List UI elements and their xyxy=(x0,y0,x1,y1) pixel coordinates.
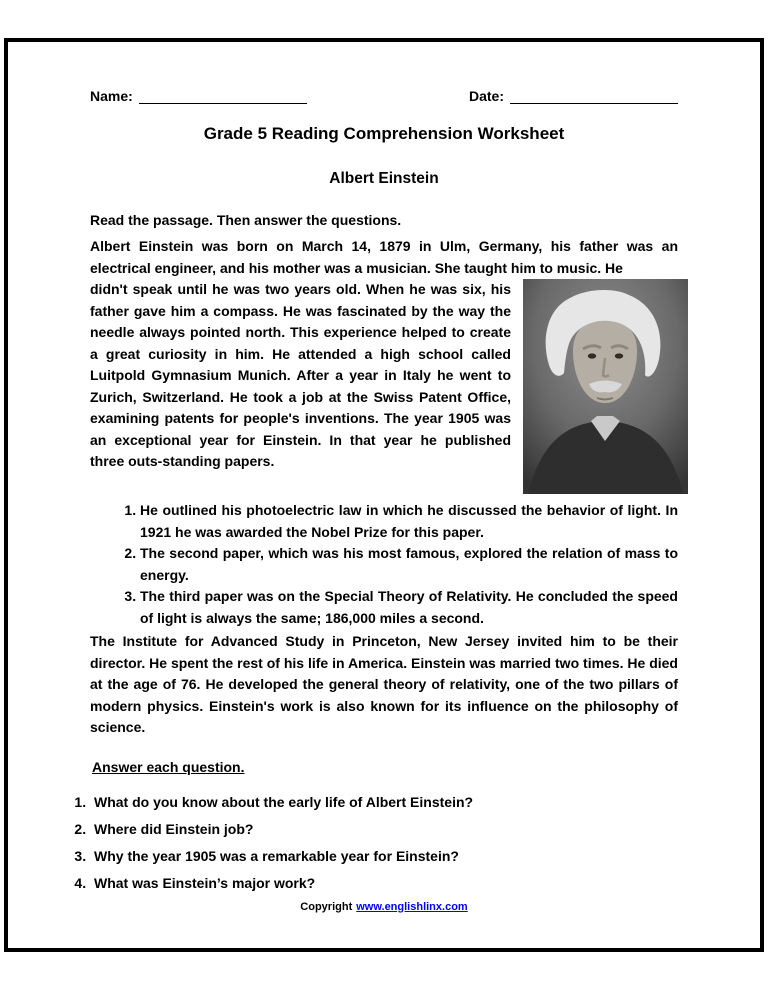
passage-paragraph-1: Albert Einstein was born on March 14, 1879 in Ulm, Germany, his father was an electrical engineer, and his mother was a musician. She taught him to music. He xyxy=(90,238,678,276)
name-field xyxy=(90,88,307,104)
date-field xyxy=(469,88,678,104)
date-label: Date: xyxy=(468,88,504,104)
fields-row xyxy=(90,88,678,104)
passage-with-photo xyxy=(90,279,678,500)
passage-point-1: 1. He outlined his photoelectric law in which he discussed the behavior of light. In 1921 he was awarded the Nobel Prize for this paper. xyxy=(140,500,678,543)
question-item-2: 2. Where did Einstein job? xyxy=(90,820,678,838)
passage-point-3: 3. The third paper was on the Special Theory of Relativity. He concluded the speed of light is always the same; 186,000 miles a second. xyxy=(140,586,678,629)
einstein-portrait-graphic xyxy=(523,279,688,494)
copyright-label: Copyright xyxy=(300,900,353,913)
question-item-1: 1. What do you know about the early life of Albert Einstein? xyxy=(90,793,678,811)
passage-point-2: 2. The second paper, which was his most famous, explored the relation of mass to energy. xyxy=(140,543,678,586)
question-item-4: 4. What was Einstein’s major work? xyxy=(90,874,678,892)
passage-instruction: Read the passage. Then answer the questions. xyxy=(90,212,402,228)
date-blank xyxy=(510,89,678,104)
einstein-photo xyxy=(523,279,688,494)
question-item-3: 3. Why the year 1905 was a remarkable year for Einstein? xyxy=(90,847,678,865)
page-title: Grade 5 Reading Comprehension Worksheet xyxy=(203,124,565,143)
footer xyxy=(90,901,678,913)
questions-heading: Answer each question. xyxy=(92,758,245,775)
name-label: Name: xyxy=(90,88,133,104)
passage-title: Albert Einstein xyxy=(329,170,439,187)
passage-points-list xyxy=(90,500,678,629)
questions-list xyxy=(64,793,678,892)
copyright-link[interactable]: www.englishlinx.com xyxy=(356,900,468,913)
name-blank xyxy=(139,89,307,104)
passage-paragraph-3: The Institute for Advanced Study in Princeton, New Jersey invited him to be their director. He spent the rest of his life in America. Einstein was married two times. He died at the age of 76. He developed the general theory of relativity, one of the two pillars of modern physics. Einstein's work is also known for its influence on the philosophy of science. xyxy=(90,633,678,735)
passage-paragraph-2: didn't speak until he was two years old. When he was six, his father gave him a compass. He was fascinated by the way the needle always pointed north. This experience helped to create a great curiosity in him. He attended a high school called Luitpold Gymnasium Munich. After a year in Italy he went to Zurich, Switzerland. He took a job at the Swiss Patent Office, examining patents for people's inventions. The year 1905 was an exceptional year for Einstein. In that year he published three outs-standing papers. xyxy=(90,281,511,469)
